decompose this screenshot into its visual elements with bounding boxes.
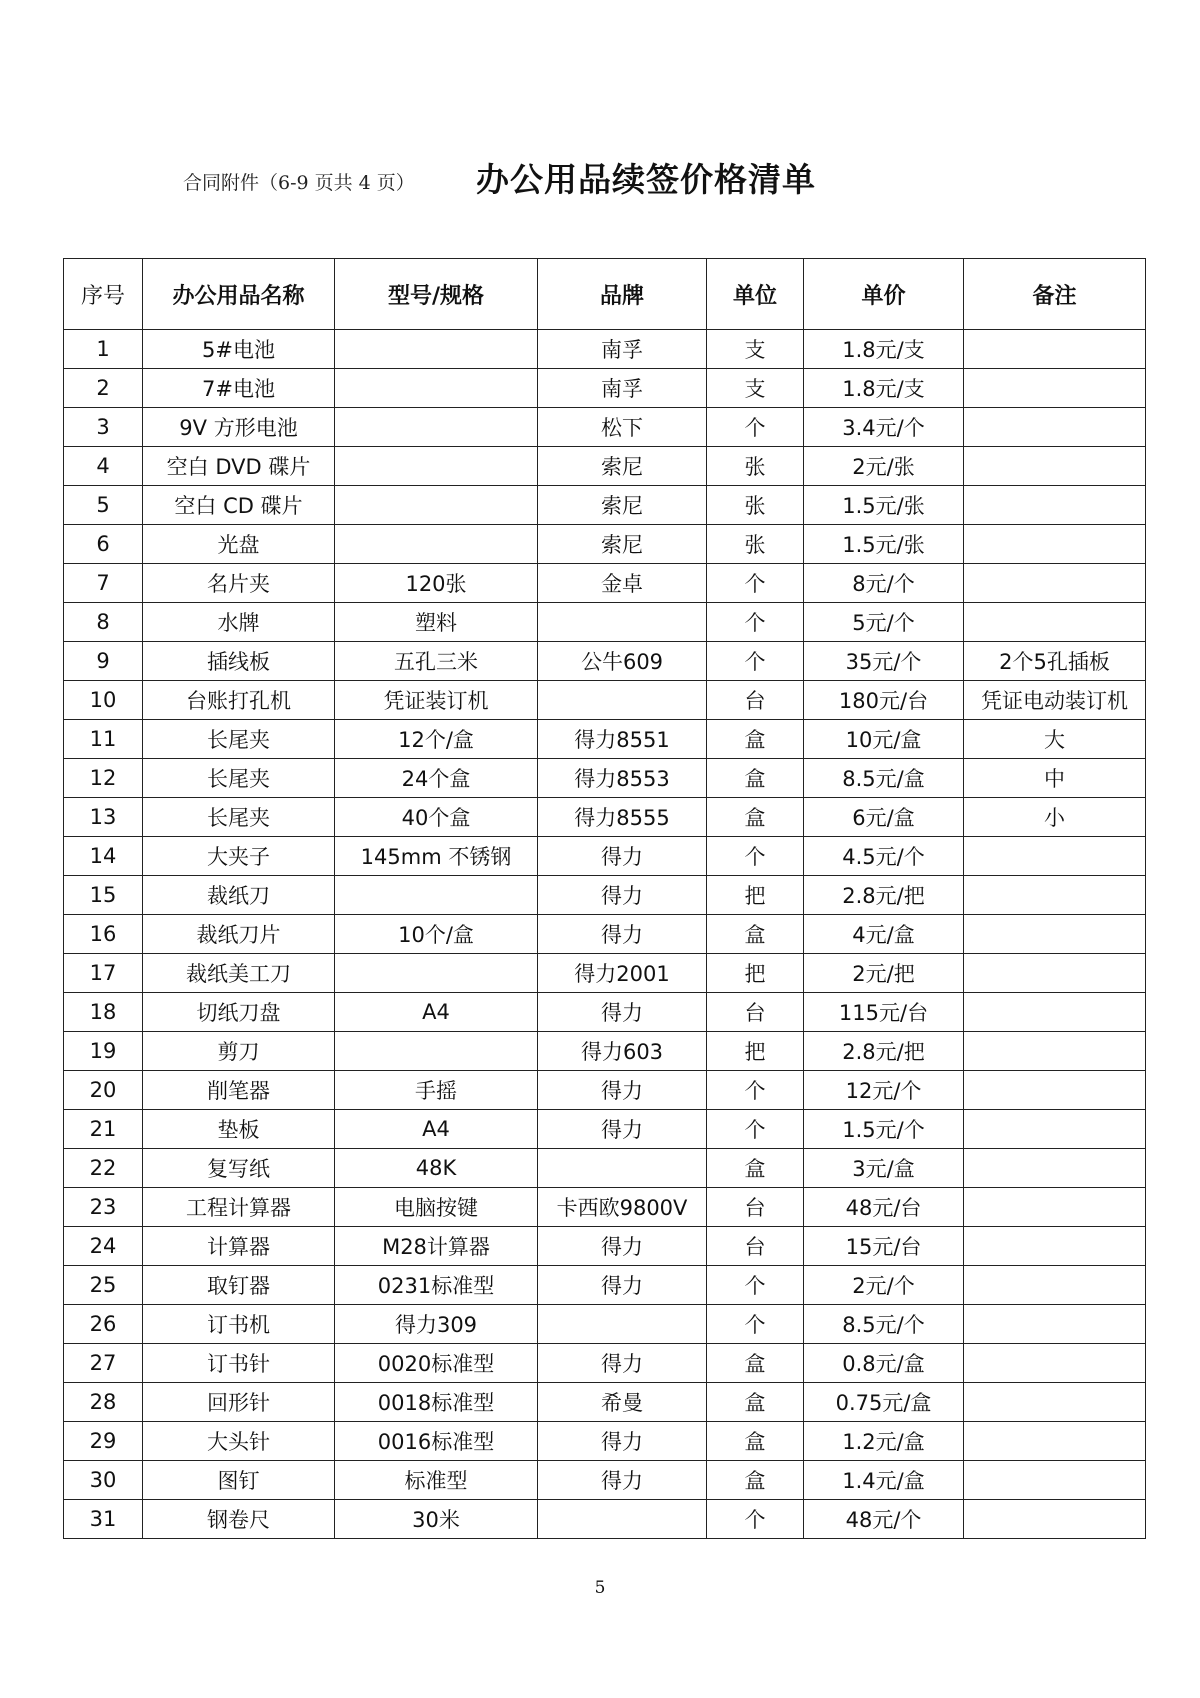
cell-brand: 得力 — [538, 1344, 707, 1383]
cell-unit: 盒 — [707, 1422, 804, 1461]
cell-remark — [964, 1110, 1146, 1149]
cell-unit: 个 — [707, 642, 804, 681]
cell-price: 5元/个 — [804, 603, 964, 642]
cell-remark — [964, 369, 1146, 408]
table-row — [64, 486, 1146, 525]
cell-brand: 得力8551 — [538, 720, 707, 759]
cell-no: 25 — [64, 1266, 143, 1305]
cell-name: 大夹子 — [143, 837, 335, 876]
cell-brand: 得力 — [538, 1422, 707, 1461]
table-row — [64, 1305, 1146, 1344]
cell-unit: 个 — [707, 1071, 804, 1110]
cell-remark: 凭证电动装订机 — [964, 681, 1146, 720]
cell-brand — [538, 1305, 707, 1344]
cell-unit: 台 — [707, 1227, 804, 1266]
cell-price: 2元/个 — [804, 1266, 964, 1305]
table-row — [64, 759, 1146, 798]
cell-unit: 个 — [707, 1305, 804, 1344]
cell-remark: 小 — [964, 798, 1146, 837]
cell-spec: 凭证装订机 — [335, 681, 538, 720]
cell-name: 名片夹 — [143, 564, 335, 603]
cell-name: 切纸刀盘 — [143, 993, 335, 1032]
cell-unit: 盒 — [707, 759, 804, 798]
cell-unit: 张 — [707, 447, 804, 486]
column-header-remark: 备注 — [964, 259, 1146, 330]
cell-price: 1.5元/张 — [804, 525, 964, 564]
page-title: 办公用品续签价格清单 — [476, 160, 816, 199]
cell-no: 2 — [64, 369, 143, 408]
cell-spec — [335, 486, 538, 525]
cell-remark — [964, 954, 1146, 993]
cell-spec: 0020标准型 — [335, 1344, 538, 1383]
table-row — [64, 1422, 1146, 1461]
cell-brand: 卡西欧9800V — [538, 1188, 707, 1227]
cell-remark — [964, 603, 1146, 642]
cell-spec — [335, 447, 538, 486]
cell-name: 7#电池 — [143, 369, 335, 408]
cell-price: 2.8元/把 — [804, 1032, 964, 1071]
cell-remark — [964, 837, 1146, 876]
table-row — [64, 954, 1146, 993]
cell-spec: 五孔三米 — [335, 642, 538, 681]
cell-name: 订书针 — [143, 1344, 335, 1383]
cell-remark: 中 — [964, 759, 1146, 798]
cell-remark — [964, 330, 1146, 369]
table-row — [64, 1227, 1146, 1266]
cell-name: 订书机 — [143, 1305, 335, 1344]
cell-price: 48元/个 — [804, 1500, 964, 1539]
cell-price: 10元/盒 — [804, 720, 964, 759]
cell-spec: 120张 — [335, 564, 538, 603]
cell-no: 5 — [64, 486, 143, 525]
cell-remark — [964, 525, 1146, 564]
cell-brand: 得力 — [538, 915, 707, 954]
cell-unit: 个 — [707, 837, 804, 876]
cell-spec: A4 — [335, 1110, 538, 1149]
cell-price: 12元/个 — [804, 1071, 964, 1110]
cell-spec: 30米 — [335, 1500, 538, 1539]
cell-price: 115元/台 — [804, 993, 964, 1032]
cell-no: 27 — [64, 1344, 143, 1383]
table-row — [64, 1383, 1146, 1422]
table-row — [64, 1149, 1146, 1188]
cell-brand: 索尼 — [538, 447, 707, 486]
cell-unit: 个 — [707, 603, 804, 642]
cell-spec — [335, 330, 538, 369]
cell-name: 削笔器 — [143, 1071, 335, 1110]
cell-price: 4.5元/个 — [804, 837, 964, 876]
table-row — [64, 603, 1146, 642]
cell-spec: 电脑按键 — [335, 1188, 538, 1227]
table-row — [64, 1032, 1146, 1071]
column-header-no: 序号 — [64, 259, 143, 330]
cell-price: 1.5元/张 — [804, 486, 964, 525]
cell-price: 3元/盒 — [804, 1149, 964, 1188]
cell-brand: 得力 — [538, 1461, 707, 1500]
cell-unit: 盒 — [707, 720, 804, 759]
cell-price: 2元/把 — [804, 954, 964, 993]
cell-spec: A4 — [335, 993, 538, 1032]
cell-remark — [964, 486, 1146, 525]
table-row — [64, 408, 1146, 447]
cell-unit: 个 — [707, 408, 804, 447]
cell-spec: 得力309 — [335, 1305, 538, 1344]
cell-no: 12 — [64, 759, 143, 798]
cell-name: 长尾夹 — [143, 720, 335, 759]
table-row — [64, 993, 1146, 1032]
column-header-price: 单价 — [804, 259, 964, 330]
cell-unit: 台 — [707, 681, 804, 720]
cell-spec: 0018标准型 — [335, 1383, 538, 1422]
table-row — [64, 1071, 1146, 1110]
cell-remark — [964, 1344, 1146, 1383]
cell-unit: 盒 — [707, 798, 804, 837]
cell-brand: 得力8553 — [538, 759, 707, 798]
cell-price: 35元/个 — [804, 642, 964, 681]
cell-no: 17 — [64, 954, 143, 993]
table-row — [64, 525, 1146, 564]
cell-no: 10 — [64, 681, 143, 720]
cell-name: 空白 DVD 碟片 — [143, 447, 335, 486]
cell-brand: 索尼 — [538, 486, 707, 525]
table-row — [64, 642, 1146, 681]
cell-unit: 个 — [707, 1500, 804, 1539]
cell-brand: 得力 — [538, 1110, 707, 1149]
cell-no: 24 — [64, 1227, 143, 1266]
cell-brand: 索尼 — [538, 525, 707, 564]
cell-no: 19 — [64, 1032, 143, 1071]
cell-brand: 得力 — [538, 1071, 707, 1110]
cell-price: 8元/个 — [804, 564, 964, 603]
cell-remark — [964, 1305, 1146, 1344]
cell-name: 光盘 — [143, 525, 335, 564]
cell-spec: M28计算器 — [335, 1227, 538, 1266]
cell-brand: 得力603 — [538, 1032, 707, 1071]
cell-remark — [964, 447, 1146, 486]
cell-remark — [964, 1188, 1146, 1227]
cell-no: 22 — [64, 1149, 143, 1188]
page-number: 5 — [594, 1578, 606, 1598]
cell-spec — [335, 1032, 538, 1071]
cell-unit: 把 — [707, 876, 804, 915]
column-header-unit: 单位 — [707, 259, 804, 330]
cell-name: 空白 CD 碟片 — [143, 486, 335, 525]
column-header-name: 办公用品名称 — [143, 259, 335, 330]
cell-price: 180元/台 — [804, 681, 964, 720]
cell-unit: 盒 — [707, 915, 804, 954]
cell-no: 11 — [64, 720, 143, 759]
cell-name: 裁纸刀 — [143, 876, 335, 915]
cell-spec: 塑料 — [335, 603, 538, 642]
cell-spec: 10个/盒 — [335, 915, 538, 954]
cell-remark — [964, 564, 1146, 603]
cell-name: 图钉 — [143, 1461, 335, 1500]
cell-unit: 盒 — [707, 1344, 804, 1383]
cell-no: 6 — [64, 525, 143, 564]
table-row — [64, 369, 1146, 408]
cell-brand — [538, 681, 707, 720]
cell-name: 工程计算器 — [143, 1188, 335, 1227]
cell-remark — [964, 1266, 1146, 1305]
cell-no: 16 — [64, 915, 143, 954]
table-header-row — [64, 259, 1146, 330]
cell-brand — [538, 603, 707, 642]
table-row — [64, 1500, 1146, 1539]
cell-no: 1 — [64, 330, 143, 369]
cell-no: 20 — [64, 1071, 143, 1110]
cell-name: 剪刀 — [143, 1032, 335, 1071]
cell-unit: 张 — [707, 486, 804, 525]
cell-no: 4 — [64, 447, 143, 486]
table-row — [64, 330, 1146, 369]
cell-unit: 把 — [707, 954, 804, 993]
cell-brand — [538, 1149, 707, 1188]
table-row — [64, 1344, 1146, 1383]
cell-brand: 得力 — [538, 1227, 707, 1266]
cell-remark — [964, 915, 1146, 954]
cell-unit: 盒 — [707, 1149, 804, 1188]
cell-name: 回形针 — [143, 1383, 335, 1422]
cell-no: 9 — [64, 642, 143, 681]
cell-unit: 个 — [707, 1110, 804, 1149]
cell-no: 21 — [64, 1110, 143, 1149]
cell-remark — [964, 1149, 1146, 1188]
cell-remark — [964, 408, 1146, 447]
cell-unit: 张 — [707, 525, 804, 564]
table-row — [64, 720, 1146, 759]
cell-name: 取钉器 — [143, 1266, 335, 1305]
document-header — [0, 150, 1200, 210]
cell-spec: 0231标准型 — [335, 1266, 538, 1305]
cell-brand: 得力2001 — [538, 954, 707, 993]
cell-price: 15元/台 — [804, 1227, 964, 1266]
table-row — [64, 681, 1146, 720]
column-header-brand: 品牌 — [538, 259, 707, 330]
cell-no: 13 — [64, 798, 143, 837]
cell-no: 15 — [64, 876, 143, 915]
cell-price: 2.8元/把 — [804, 876, 964, 915]
cell-price: 1.2元/盒 — [804, 1422, 964, 1461]
cell-remark — [964, 993, 1146, 1032]
table-row — [64, 837, 1146, 876]
table-row — [64, 798, 1146, 837]
cell-name: 钢卷尺 — [143, 1500, 335, 1539]
cell-spec: 标准型 — [335, 1461, 538, 1500]
cell-unit: 台 — [707, 993, 804, 1032]
cell-price: 2元/张 — [804, 447, 964, 486]
table-row — [64, 447, 1146, 486]
cell-no: 7 — [64, 564, 143, 603]
cell-price: 1.5元/个 — [804, 1110, 964, 1149]
cell-spec: 0016标准型 — [335, 1422, 538, 1461]
cell-no: 29 — [64, 1422, 143, 1461]
cell-spec — [335, 954, 538, 993]
cell-unit: 个 — [707, 1266, 804, 1305]
cell-spec: 40个盒 — [335, 798, 538, 837]
cell-price: 8.5元/盒 — [804, 759, 964, 798]
cell-no: 23 — [64, 1188, 143, 1227]
cell-spec: 12个/盒 — [335, 720, 538, 759]
cell-name: 9V 方形电池 — [143, 408, 335, 447]
cell-unit: 支 — [707, 369, 804, 408]
cell-remark — [964, 1500, 1146, 1539]
cell-name: 计算器 — [143, 1227, 335, 1266]
cell-brand: 得力 — [538, 837, 707, 876]
cell-price: 48元/台 — [804, 1188, 964, 1227]
cell-spec — [335, 408, 538, 447]
cell-remark — [964, 1461, 1146, 1500]
cell-remark — [964, 1383, 1146, 1422]
cell-brand: 得力 — [538, 993, 707, 1032]
cell-price: 1.4元/盒 — [804, 1461, 964, 1500]
table-row — [64, 564, 1146, 603]
cell-no: 3 — [64, 408, 143, 447]
cell-brand: 希曼 — [538, 1383, 707, 1422]
cell-no: 30 — [64, 1461, 143, 1500]
table-row — [64, 1461, 1146, 1500]
cell-unit: 把 — [707, 1032, 804, 1071]
cell-name: 复写纸 — [143, 1149, 335, 1188]
cell-brand: 金卓 — [538, 564, 707, 603]
cell-no: 14 — [64, 837, 143, 876]
cell-brand — [538, 1500, 707, 1539]
cell-name: 插线板 — [143, 642, 335, 681]
cell-brand: 得力8555 — [538, 798, 707, 837]
cell-spec — [335, 876, 538, 915]
cell-brand: 得力 — [538, 876, 707, 915]
cell-unit: 盒 — [707, 1461, 804, 1500]
cell-brand: 南孚 — [538, 369, 707, 408]
cell-spec: 24个盒 — [335, 759, 538, 798]
table-row — [64, 1110, 1146, 1149]
cell-price: 1.8元/支 — [804, 330, 964, 369]
table-row — [64, 1266, 1146, 1305]
cell-price: 0.8元/盒 — [804, 1344, 964, 1383]
cell-spec: 145mm 不锈钢 — [335, 837, 538, 876]
cell-no: 26 — [64, 1305, 143, 1344]
table-row — [64, 876, 1146, 915]
table-row — [64, 915, 1146, 954]
cell-remark — [964, 1227, 1146, 1266]
price-list-table — [63, 258, 1146, 1539]
cell-name: 长尾夹 — [143, 798, 335, 837]
cell-name: 台账打孔机 — [143, 681, 335, 720]
cell-price: 4元/盒 — [804, 915, 964, 954]
cell-brand: 公牛609 — [538, 642, 707, 681]
cell-no: 18 — [64, 993, 143, 1032]
cell-spec — [335, 525, 538, 564]
cell-name: 大头针 — [143, 1422, 335, 1461]
attachment-subtitle: 合同附件（6-9 页共 4 页） — [183, 172, 415, 194]
cell-remark — [964, 1071, 1146, 1110]
cell-unit: 台 — [707, 1188, 804, 1227]
cell-no: 8 — [64, 603, 143, 642]
cell-no: 28 — [64, 1383, 143, 1422]
table-body — [64, 330, 1146, 1539]
cell-name: 长尾夹 — [143, 759, 335, 798]
table-row — [64, 1188, 1146, 1227]
cell-brand: 南孚 — [538, 330, 707, 369]
cell-remark: 大 — [964, 720, 1146, 759]
cell-price: 6元/盒 — [804, 798, 964, 837]
cell-no: 31 — [64, 1500, 143, 1539]
cell-name: 垫板 — [143, 1110, 335, 1149]
cell-remark — [964, 876, 1146, 915]
cell-brand: 得力 — [538, 1266, 707, 1305]
cell-price: 0.75元/盒 — [804, 1383, 964, 1422]
cell-price: 3.4元/个 — [804, 408, 964, 447]
cell-remark — [964, 1032, 1146, 1071]
cell-spec: 48K — [335, 1149, 538, 1188]
cell-brand: 松下 — [538, 408, 707, 447]
cell-name: 水牌 — [143, 603, 335, 642]
cell-spec — [335, 369, 538, 408]
cell-remark: 2个5孔插板 — [964, 642, 1146, 681]
cell-price: 8.5元/个 — [804, 1305, 964, 1344]
cell-unit: 支 — [707, 330, 804, 369]
cell-unit: 盒 — [707, 1383, 804, 1422]
column-header-spec: 型号/规格 — [335, 259, 538, 330]
cell-price: 1.8元/支 — [804, 369, 964, 408]
cell-name: 5#电池 — [143, 330, 335, 369]
cell-name: 裁纸刀片 — [143, 915, 335, 954]
cell-unit: 个 — [707, 564, 804, 603]
cell-remark — [964, 1422, 1146, 1461]
cell-spec: 手摇 — [335, 1071, 538, 1110]
cell-name: 裁纸美工刀 — [143, 954, 335, 993]
